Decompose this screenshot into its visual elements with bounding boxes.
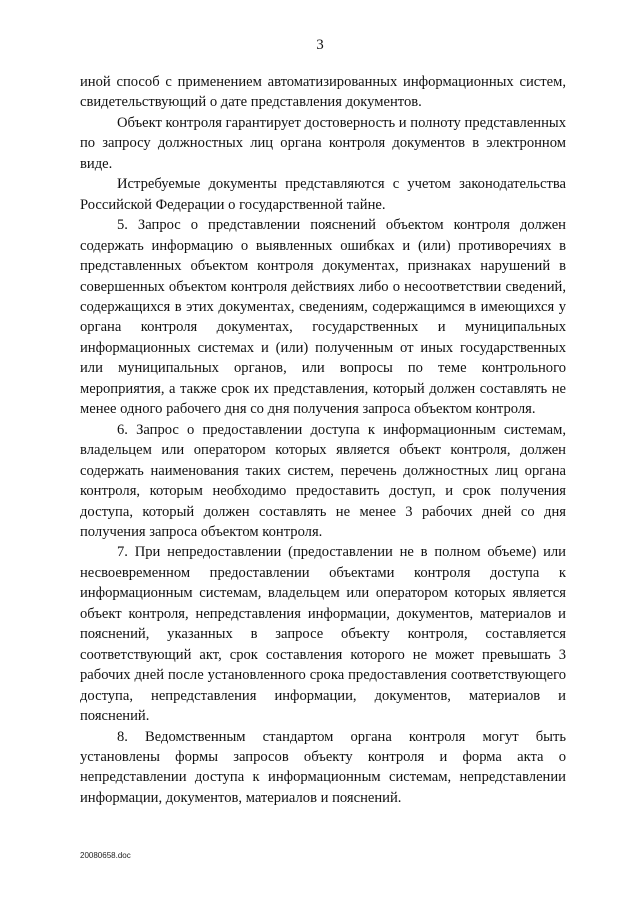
paragraph-item-7: 7. При непредоставлении (предоставлении не в полном объеме) или несвоевременном предоставлении объектами контроля доступа к информационным системам, владельцем или оператором которых является объект контроля, непредставления информации, документов, материалов и пояснений, указанных в запросе объекту контроля, составляется соответствующий акт, срок составления которого не может превышать 3 рабочих дней после установленного срока предоставления соответствующего доступа, непредставления информации, документов, материалов и пояснений. xyxy=(80,544,566,725)
page-number: 3 xyxy=(316,37,324,53)
footer-filename: 20080658.doc xyxy=(80,851,131,860)
paragraph-authenticity: Объект контроля гарантирует достоверность и полноту представленных по запросу должностных лиц органа контроля документов в электронном виде. xyxy=(80,114,567,172)
paragraph-item-8: 8. Ведомственным стандартом органа контроля могут быть установлены формы запросов объекту контроля и форма акта о непредставлении доступа к информационным системам, непредставлении информации, документов, материалов и пояснений. xyxy=(80,728,566,806)
document-body xyxy=(80,72,566,808)
paragraph-item-6: 6. Запрос о предоставлении доступа к информационным системам, владельцем или оператором которых является объект контроля, должен содержать наименования таких систем, перечень должностных лиц органа контроля, которым необходимо предоставить доступ, и срок получения доступа, который должен составлять не менее 3 рабочих дней со дня получения запроса объектом контроля. xyxy=(80,421,566,540)
paragraph-item-5: 5. Запрос о представлении пояснений объектом контроля должен содержать информацию о выявленных ошибках и (или) противоречиях в представленных объектом контроля документах, признаках нарушений в совершенных объектом контроля действиях либо о несоответствии сведений, содержащихся в этих документах, сведениям, содержащимся в имеющихся у органа контроля документах, государственных и муниципальных информационных системах и (или) полученным от иных государственных или муниципальных органов, или вопросы по теме контрольного мероприятия, а также срок их представления, который должен составлять не менее одного рабочего дня со дня получения запроса объектом контроля. xyxy=(80,217,566,418)
paragraph-state-secret: Истребуемые документы представляются с учетом законодательства Российской Федерации о государственной тайне. xyxy=(80,176,566,213)
paragraph-continuation: иной способ с применением автоматизированных информационных систем, свидетельствующий о дате представления документов. xyxy=(80,74,566,111)
